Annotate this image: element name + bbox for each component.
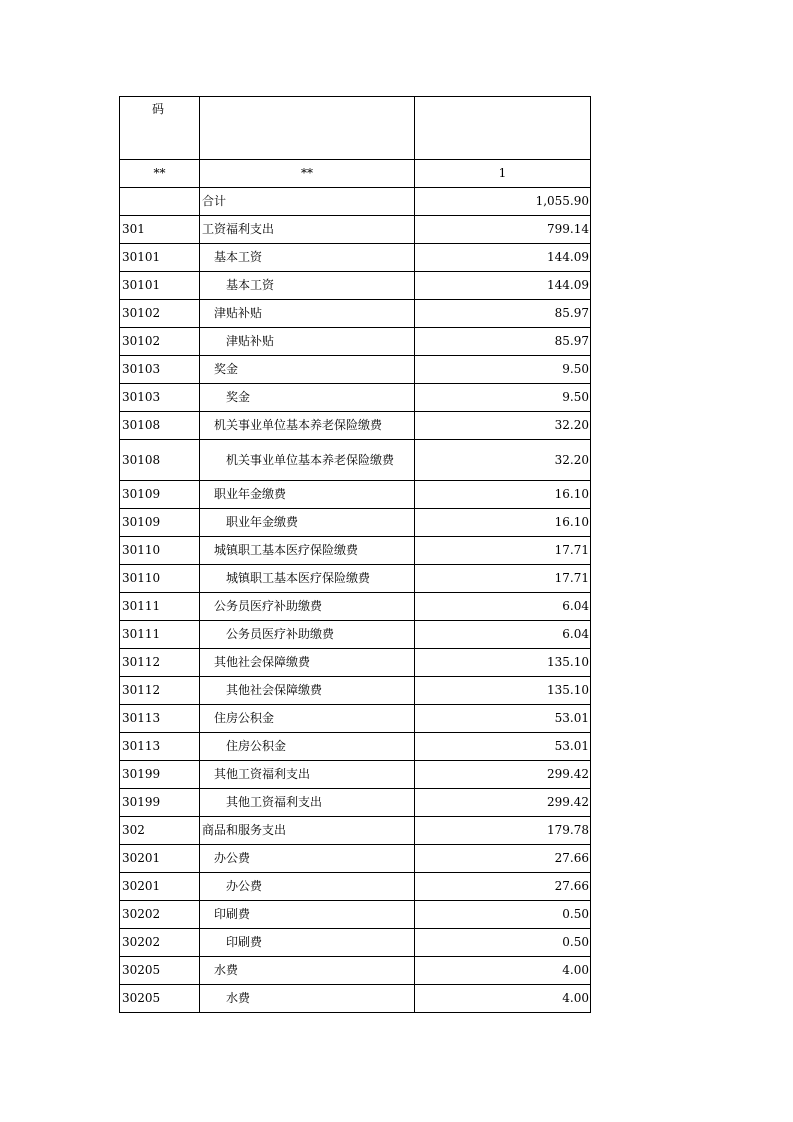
row-amount-cell: 9.50 (415, 384, 591, 412)
row-amount-cell: 135.10 (415, 677, 591, 705)
table-row (120, 537, 591, 565)
row-amount-cell: 4.00 (415, 957, 591, 985)
row-code-cell: 30103 (120, 356, 200, 384)
row-name-cell: 住房公积金 (200, 733, 415, 761)
row-name-cell: 基本工资 (200, 272, 415, 300)
row-amount-cell: 799.14 (415, 216, 591, 244)
index-row (120, 160, 591, 188)
row-amount-cell: 0.50 (415, 929, 591, 957)
row-code-cell: 30202 (120, 929, 200, 957)
row-amount-cell: 9.50 (415, 356, 591, 384)
table-row (120, 356, 591, 384)
row-amount-cell: 0.50 (415, 901, 591, 929)
row-name-cell: 办公费 (200, 873, 415, 901)
row-amount-cell: 4.00 (415, 985, 591, 1013)
row-name-cell: 公务员医疗补助缴费 (200, 593, 415, 621)
table-row (120, 593, 591, 621)
table-row (120, 440, 591, 481)
row-amount-cell: 85.97 (415, 300, 591, 328)
row-name-cell: 城镇职工基本医疗保险缴费 (200, 565, 415, 593)
row-code-cell: 30199 (120, 789, 200, 817)
header-row (120, 97, 591, 160)
row-name-cell: 机关事业单位基本养老保险缴费 (200, 412, 415, 440)
row-amount-cell: 53.01 (415, 705, 591, 733)
row-code-cell: 30112 (120, 649, 200, 677)
row-code-cell: 30103 (120, 384, 200, 412)
row-name-cell: 职业年金缴费 (200, 481, 415, 509)
header-name-cell (200, 97, 415, 160)
row-amount-cell: 85.97 (415, 328, 591, 356)
row-code-cell: 302 (120, 817, 200, 845)
table-row (120, 761, 591, 789)
row-code-cell: 30110 (120, 565, 200, 593)
row-code-cell: 30111 (120, 593, 200, 621)
row-name-cell: 城镇职工基本医疗保险缴费 (200, 537, 415, 565)
table-row (120, 384, 591, 412)
table-body (120, 97, 591, 1013)
table-row (120, 649, 591, 677)
row-code-cell: 30102 (120, 300, 200, 328)
table-row (120, 789, 591, 817)
table-row (120, 845, 591, 873)
row-name-cell: 水费 (200, 957, 415, 985)
table-row (120, 929, 591, 957)
table-row (120, 873, 591, 901)
row-amount-cell: 16.10 (415, 481, 591, 509)
row-amount-cell: 16.10 (415, 509, 591, 537)
table-row (120, 677, 591, 705)
table-row (120, 216, 591, 244)
row-code-cell: 30102 (120, 328, 200, 356)
row-name-cell: 其他工资福利支出 (200, 761, 415, 789)
row-name-cell: 工资福利支出 (200, 216, 415, 244)
row-amount-cell: 144.09 (415, 272, 591, 300)
row-name-cell: 其他社会保障缴费 (200, 649, 415, 677)
row-amount-cell: 53.01 (415, 733, 591, 761)
table-row (120, 509, 591, 537)
row-amount-cell: 179.78 (415, 817, 591, 845)
row-name-cell: 公务员医疗补助缴费 (200, 621, 415, 649)
table-row (120, 328, 591, 356)
row-code-cell: 30113 (120, 733, 200, 761)
table-row (120, 565, 591, 593)
table-row (120, 705, 591, 733)
row-amount-cell: 6.04 (415, 621, 591, 649)
index-code-cell: ** (120, 160, 200, 188)
row-code-cell: 30101 (120, 244, 200, 272)
row-name-cell: 印刷费 (200, 901, 415, 929)
row-name-cell: 基本工资 (200, 244, 415, 272)
expenditure-table (119, 96, 591, 1013)
row-code-cell: 301 (120, 216, 200, 244)
table-row (120, 272, 591, 300)
table-row (120, 985, 591, 1013)
row-code-cell: 30101 (120, 272, 200, 300)
table-row (120, 817, 591, 845)
row-amount-cell: 144.09 (415, 244, 591, 272)
table-row (120, 621, 591, 649)
row-name-cell: 奖金 (200, 384, 415, 412)
row-amount-cell: 32.20 (415, 412, 591, 440)
row-name-cell: 办公费 (200, 845, 415, 873)
row-code-cell: 30112 (120, 677, 200, 705)
row-code-cell: 30201 (120, 845, 200, 873)
table-row (120, 300, 591, 328)
total-amount-cell: 1,055.90 (415, 188, 591, 216)
row-name-cell: 商品和服务支出 (200, 817, 415, 845)
row-name-cell: 其他社会保障缴费 (200, 677, 415, 705)
total-name-cell: 合计 (200, 188, 415, 216)
row-code-cell: 30199 (120, 761, 200, 789)
row-code-cell: 30109 (120, 509, 200, 537)
row-name-cell: 津贴补贴 (200, 328, 415, 356)
row-name-cell: 其他工资福利支出 (200, 789, 415, 817)
row-name-cell: 水费 (200, 985, 415, 1013)
table-row (120, 733, 591, 761)
header-code-cell: 码 (120, 97, 200, 160)
row-name-cell: 印刷费 (200, 929, 415, 957)
row-amount-cell: 135.10 (415, 649, 591, 677)
row-amount-cell: 6.04 (415, 593, 591, 621)
table-row (120, 481, 591, 509)
header-amount-cell (415, 97, 591, 160)
row-code-cell: 30109 (120, 481, 200, 509)
row-amount-cell: 299.42 (415, 789, 591, 817)
row-name-cell: 住房公积金 (200, 705, 415, 733)
row-name-cell: 津贴补贴 (200, 300, 415, 328)
row-amount-cell: 27.66 (415, 845, 591, 873)
row-name-cell: 奖金 (200, 356, 415, 384)
row-amount-cell: 17.71 (415, 565, 591, 593)
row-code-cell: 30108 (120, 440, 200, 481)
index-amount-cell: 1 (415, 160, 591, 188)
row-code-cell: 30202 (120, 901, 200, 929)
row-code-cell: 30205 (120, 957, 200, 985)
table-row (120, 957, 591, 985)
row-code-cell: 30110 (120, 537, 200, 565)
row-name-cell: 机关事业单位基本养老保险缴费 (200, 440, 415, 481)
table-row (120, 244, 591, 272)
row-code-cell: 30205 (120, 985, 200, 1013)
table-row (120, 412, 591, 440)
row-name-cell: 职业年金缴费 (200, 509, 415, 537)
row-amount-cell: 27.66 (415, 873, 591, 901)
row-code-cell: 30111 (120, 621, 200, 649)
row-amount-cell: 299.42 (415, 761, 591, 789)
row-code-cell: 30108 (120, 412, 200, 440)
total-code-cell (120, 188, 200, 216)
index-name-cell: ** (200, 160, 415, 188)
row-code-cell: 30113 (120, 705, 200, 733)
row-amount-cell: 17.71 (415, 537, 591, 565)
row-code-cell: 30201 (120, 873, 200, 901)
table-row (120, 901, 591, 929)
total-row (120, 188, 591, 216)
row-amount-cell: 32.20 (415, 440, 591, 481)
